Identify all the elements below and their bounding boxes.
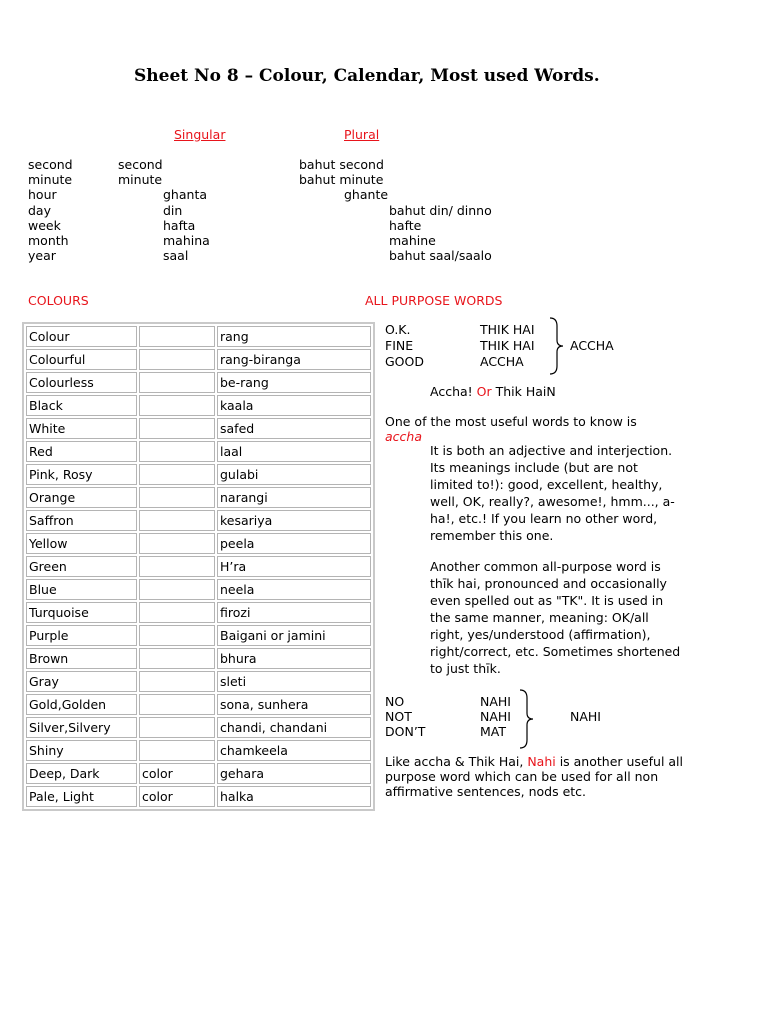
colour-english-cell: Turquoise (26, 602, 137, 623)
colour-qualifier-cell (139, 556, 215, 577)
no-result: NAHI (570, 709, 601, 724)
fine-en: FINE (385, 338, 414, 353)
table-row (26, 579, 371, 600)
time-sing-month: mahina (163, 233, 210, 248)
time-en-day: day (28, 203, 51, 218)
colour-hindi-cell: gulabi (217, 464, 371, 485)
time-sing-hour: ghanta (163, 187, 208, 202)
colour-english-cell: Pale, Light (26, 786, 137, 807)
colour-qualifier-cell (139, 602, 215, 623)
colour-qualifier-cell (139, 464, 215, 485)
colour-hindi-cell: bhura (217, 648, 371, 669)
no-brace-icon (518, 688, 538, 750)
colour-qualifier-cell (139, 648, 215, 669)
table-row (26, 786, 371, 807)
colour-qualifier-cell (139, 579, 215, 600)
accha-line-or: Or (476, 384, 492, 399)
table-row (26, 694, 371, 715)
colour-qualifier-cell (139, 395, 215, 416)
colour-hindi-cell: sona, sunhera (217, 694, 371, 715)
colour-qualifier-cell: color (139, 786, 215, 807)
colour-english-cell: Gray (26, 671, 137, 692)
table-row (26, 441, 371, 462)
colour-qualifier-cell: color (139, 763, 215, 784)
colour-hindi-cell: sleti (217, 671, 371, 692)
colour-english-cell: Blue (26, 579, 137, 600)
table-row (26, 395, 371, 416)
table-row (26, 763, 371, 784)
colour-hindi-cell: halka (217, 786, 371, 807)
colour-hindi-cell: be-rang (217, 372, 371, 393)
time-plur-hour: ghante (344, 187, 389, 202)
colours-table (22, 322, 375, 811)
dont-en: DON’T (385, 724, 426, 739)
colour-english-cell: Orange (26, 487, 137, 508)
time-plur-week: hafte (389, 218, 422, 233)
colour-hindi-cell: chamkeela (217, 740, 371, 761)
table-row (26, 648, 371, 669)
colour-english-cell: Colour (26, 326, 137, 347)
colour-english-cell: Gold,Golden (26, 694, 137, 715)
table-row (26, 510, 371, 531)
time-plur-year: bahut saal/saalo (389, 248, 492, 263)
colour-english-cell: Brown (26, 648, 137, 669)
colour-hindi-cell: kesariya (217, 510, 371, 531)
colour-english-cell: White (26, 418, 137, 439)
time-sing-week: hafta (163, 218, 196, 233)
colour-hindi-cell: chandi, chandani (217, 717, 371, 738)
fine-hi: THIK HAI (480, 338, 535, 353)
colours-table-body (26, 326, 371, 807)
table-row (26, 533, 371, 554)
colour-english-cell: Black (26, 395, 137, 416)
time-plur-minute: bahut minute (299, 172, 384, 187)
time-en-week: week (28, 218, 61, 233)
ok-result: ACCHA (570, 338, 614, 353)
closing-b: is another useful all purpose word which can be used for all non affirmative sentences, nods etc. (385, 754, 684, 799)
colour-english-cell: Colourful (26, 349, 137, 370)
colour-english-cell: Yellow (26, 533, 137, 554)
colour-english-cell: Shiny (26, 740, 137, 761)
thik-hai-paragraph: Another common all-purpose word is thīk hai, pronounced and occasionally even spelled out as "TK". It is used in the same manner, meaning: OK/all right, yes/understood (affirmation), right/correct, etc. Sometimes shortened to just thīk. (430, 559, 681, 676)
time-plur-day: bahut din/ dinno (389, 203, 492, 218)
colour-hindi-cell: narangi (217, 487, 371, 508)
table-row (26, 625, 371, 646)
closing-red: Nahi (527, 754, 556, 769)
colours-heading: COLOURS (28, 293, 89, 308)
colour-english-cell: Red (26, 441, 137, 462)
colour-hindi-cell: peela (217, 533, 371, 554)
time-en-year: year (28, 248, 56, 263)
table-row (26, 740, 371, 761)
colour-hindi-cell: gehara (217, 763, 371, 784)
page-title: Sheet No 8 – Colour, Calendar, Most used Words. (134, 66, 600, 86)
not-en: NOT (385, 709, 412, 724)
table-row (26, 556, 371, 577)
time-sing-minute: minute (118, 172, 163, 187)
colour-english-cell: Saffron (26, 510, 137, 531)
colour-qualifier-cell (139, 717, 215, 738)
colour-hindi-cell: safed (217, 418, 371, 439)
ok-brace-icon (548, 316, 568, 376)
table-row (26, 349, 371, 370)
time-sing-day: din (163, 203, 183, 218)
colour-english-cell: Green (26, 556, 137, 577)
colour-qualifier-cell (139, 441, 215, 462)
good-en: GOOD (385, 354, 424, 369)
colour-hindi-cell: kaala (217, 395, 371, 416)
nahi-paragraph (385, 754, 685, 799)
colour-hindi-cell: laal (217, 441, 371, 462)
colour-english-cell: Colourless (26, 372, 137, 393)
table-row (26, 487, 371, 508)
table-row (26, 602, 371, 623)
accha-paragraph: It is both an adjective and interjection. Its meanings include (but are not limited to!): good, excellent, healthy, well, OK, really?, awesome!, hmm..., a-ha!, etc.! If you learn no other word, remember this one. (430, 443, 675, 543)
plural-header: Plural (344, 127, 380, 142)
colour-qualifier-cell (139, 740, 215, 761)
accha-line-a: Accha! (430, 384, 477, 399)
colour-qualifier-cell (139, 510, 215, 531)
ok-en: O.K. (385, 322, 411, 337)
colour-hindi-cell: rang-biranga (217, 349, 371, 370)
accha-line (430, 384, 556, 399)
colour-qualifier-cell (139, 418, 215, 439)
colour-qualifier-cell (139, 694, 215, 715)
colour-english-cell: Deep, Dark (26, 763, 137, 784)
colour-english-cell: Pink, Rosy (26, 464, 137, 485)
colour-english-cell: Purple (26, 625, 137, 646)
all-purpose-heading: ALL PURPOSE WORDS (365, 293, 503, 308)
time-en-second: second (28, 157, 73, 172)
table-row (26, 418, 371, 439)
dont-hi: MAT (480, 724, 507, 739)
ok-hi: THIK HAI (480, 322, 535, 337)
time-plur-month: mahine (389, 233, 436, 248)
colour-qualifier-cell (139, 487, 215, 508)
closing-a: Like accha & Thik Hai, (385, 754, 528, 769)
useful-intro: One of the most useful words to know is (385, 414, 637, 429)
table-row (26, 464, 371, 485)
colour-qualifier-cell (139, 372, 215, 393)
colour-qualifier-cell (139, 671, 215, 692)
colour-hindi-cell: rang (217, 326, 371, 347)
good-hi: ACCHA (480, 354, 524, 369)
time-plur-second: bahut second (299, 157, 384, 172)
time-sing-year: saal (163, 248, 189, 263)
singular-header: Singular (174, 127, 226, 142)
colour-hindi-cell: firozi (217, 602, 371, 623)
no-en: NO (385, 694, 405, 709)
table-row (26, 326, 371, 347)
colour-qualifier-cell (139, 326, 215, 347)
time-sing-second: second (118, 157, 163, 172)
time-en-hour: hour (28, 187, 57, 202)
colour-qualifier-cell (139, 625, 215, 646)
colour-hindi-cell: H’ra (217, 556, 371, 577)
table-row (26, 717, 371, 738)
colour-hindi-cell: neela (217, 579, 371, 600)
useful-word: accha (385, 429, 422, 444)
colour-qualifier-cell (139, 533, 215, 554)
accha-line-b: Thik HaiN (491, 384, 556, 399)
table-row (26, 671, 371, 692)
time-en-minute: minute (28, 172, 73, 187)
not-hi: NAHI (480, 709, 511, 724)
time-en-month: month (28, 233, 69, 248)
colour-english-cell: Silver,Silvery (26, 717, 137, 738)
table-row (26, 372, 371, 393)
colour-hindi-cell: Baigani or jamini (217, 625, 371, 646)
colour-qualifier-cell (139, 349, 215, 370)
no-hi: NAHI (480, 694, 511, 709)
